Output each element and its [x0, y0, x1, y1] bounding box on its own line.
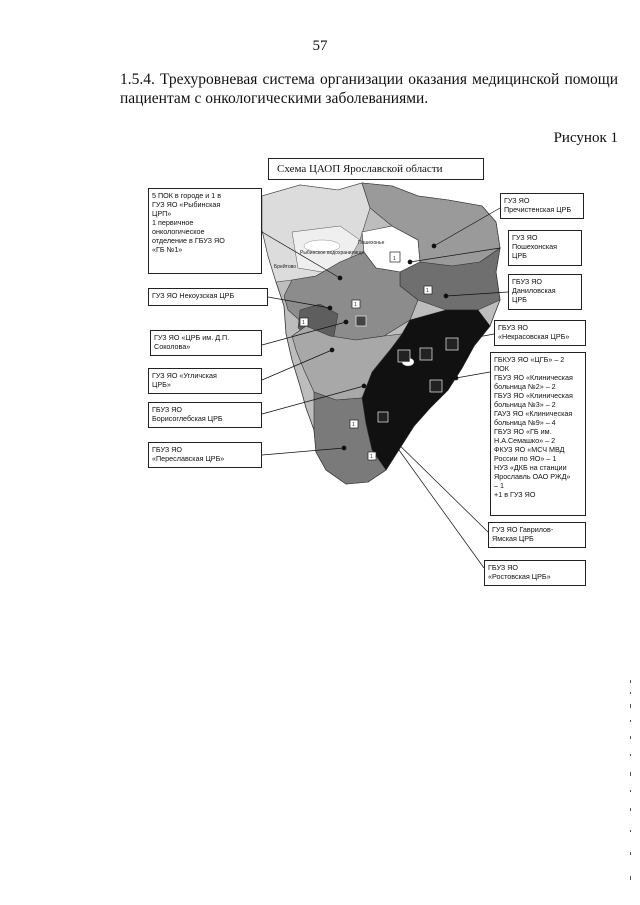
callout-pereslavl: ГБУЗ ЯО «Переславская ЦРБ» [148, 442, 262, 468]
page-number: 57 [312, 38, 328, 54]
hospital-square [420, 348, 432, 360]
scan-edge-marks [628, 680, 634, 895]
hospital-square [430, 380, 442, 392]
map-label-poshekhonye: Пошехонье [358, 240, 385, 246]
callout-nekrasovskoe: ГБУЗ ЯО «Некрасовская ЦРБ» [494, 320, 586, 346]
region-marker [350, 420, 358, 428]
callout-nekouz: ГУЗ ЯО Некоузская ЦРБ [148, 288, 268, 306]
svg-text:1: 1 [393, 256, 396, 262]
callout-sokolov: ГУЗ ЯО «ЦРБ им. Д.П. Соколова» [150, 330, 262, 356]
svg-text:1: 1 [302, 320, 305, 326]
map-label-breytovo: Брейтово [274, 264, 297, 270]
map-label-rybinsk: Рыбинское водохранилище [300, 250, 365, 256]
callout-uglich: ГУЗ ЯО «Угличская ЦРБ» [148, 368, 262, 394]
callout-prechistoe: ГУЗ ЯО Пречистенская ЦРБ [500, 193, 584, 219]
callout-gavrilov-yam: ГУЗ ЯО Гаврилов- Ямская ЦРБ [488, 522, 586, 548]
section-number: 1.5.4. [120, 71, 155, 88]
callout-borisoglebsk: ГБУЗ ЯО Борисоглебская ЦРБ [148, 402, 262, 428]
hospital-square [398, 350, 410, 362]
svg-text:1: 1 [370, 454, 373, 460]
region-marker [368, 452, 376, 460]
scheme-title: Схема ЦАОП Ярославской области [268, 158, 484, 180]
callout-danilov: ГБУЗ ЯО Даниловская ЦРБ [508, 274, 582, 310]
region-marker [300, 318, 308, 326]
callout-poshekhonye: ГУЗ ЯО Пошехонская ЦРБ [508, 230, 582, 266]
callout-rybinsk: 5 ПОК в городе и 1 в ГУЗ ЯО «Рыбинская ЦРП» 1 первичное онкологическое отделение в ГБУЗ ЯО «ГБ №1» [148, 188, 262, 274]
figure-label: Рисунок 1 [553, 130, 618, 146]
svg-text:1: 1 [426, 288, 429, 294]
region-marker [352, 300, 360, 308]
section-title: Трехуровневая система организации оказания медицинской помощи пациентам с онкологическими заболеваниями. [120, 71, 618, 107]
hospital-square [356, 316, 366, 326]
svg-text:1: 1 [354, 302, 357, 308]
callout-rostov: ГБУЗ ЯО «Ростовская ЦРБ» [484, 560, 586, 586]
svg-text:1: 1 [352, 422, 355, 428]
region-marker [424, 286, 432, 294]
callout-yaroslavl: ГБКУЗ ЯО «ЦГБ» – 2 ПОК ГБУЗ ЯО «Клиническая больница №2» – 2 ГБУЗ ЯО «Клиническая больница №3» – 2 ГАУЗ ЯО «Клиническая больница №9» – 4 ГБУЗ ЯО «ГБ им. Н.А.Семашко» – 2 ФКУЗ ЯО «МСЧ МВД России по ЯО» – 1 НУЗ «ДКБ на станции Ярославль ОАО РЖД» – 1 +1 в ГУЗ ЯО [490, 352, 586, 516]
hospital-square [378, 412, 388, 422]
hospital-square [446, 338, 458, 350]
region-marker [390, 252, 400, 262]
